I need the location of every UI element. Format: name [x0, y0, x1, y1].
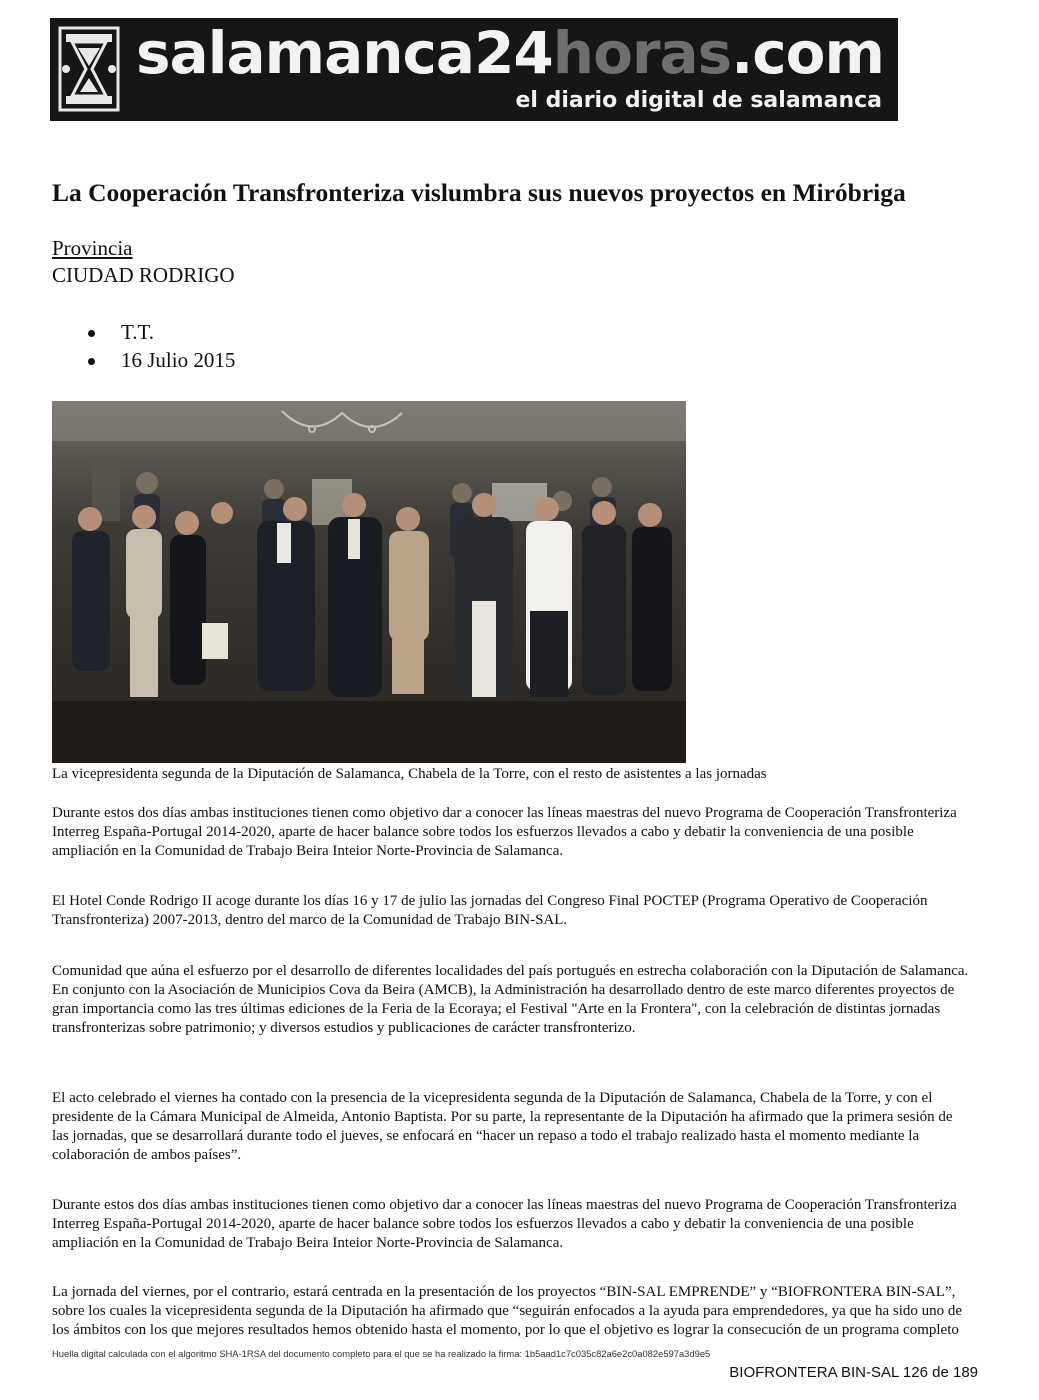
- group-photo-illustration: [52, 401, 686, 763]
- article-paragraph: [52, 1089, 972, 1165]
- article-headline: La Cooperación Transfronteriza vislumbra sus nuevos proyectos en Miróbriga: [52, 178, 906, 207]
- paragraph-text: Durante estos dos días ambas instituciones tienen como objetivo dar a conocer las líneas maestras del nuevo Programa de Cooperación Transfronteriza Interreg España-Portugal 2014-2020, aparte de hacer balance sobre todos los esfuerzos llevados a cabo y debatir la conveniencia de una posible ampliación en la Comunidad de Trabajo Beira Inteior Norte-Provincia de Salamanca.: [52, 1197, 957, 1251]
- meta-date: [88, 346, 235, 374]
- article-paragraph: [52, 962, 972, 1038]
- photo-caption: La vicepresidenta segunda de la Diputación de Salamanca, Chabela de la Torre, con el resto de asistentes a las jornadas: [52, 766, 767, 782]
- site-brand[interactable]: [136, 19, 884, 87]
- site-tagline: el diario digital de salamanca: [515, 88, 882, 113]
- brand-faded-text: horas: [552, 19, 732, 87]
- paragraph-text: La jornada del viernes, por el contrario, estará centrada en la presentación de los proyectos “BIN-SAL EMPRENDE” y “BIOFRONTERA BIN-SAL”, sobre los cuales la vicepresidenta segunda de la Diputación ha afirmado que “seguirán enfocados a la ayuda para emprendedores, ya que ha sido uno de los ámbitos con los que mejores resultados hemos obtenido hasta el momento, por lo que el objetivo es lograr la consecución de un programa completo: [52, 1284, 963, 1338]
- page-counter: BIOFRONTERA BIN-SAL 126 de 189: [729, 1364, 978, 1381]
- section-link[interactable]: Provincia: [52, 236, 133, 260]
- paragraph-text: El Hotel Conde Rodrigo II acoge durante los días 16 y 17 de julio las jornadas del Congreso Final POCTEP (Programa Operativo de Cooperación Transfronteriza) 2007-2013, dentro del marco de la Comunidad de Trabajo BIN-SAL.: [52, 893, 928, 928]
- paragraph-text: Durante estos dos días ambas instituciones tienen como objetivo dar a conocer las líneas maestras del nuevo Programa de Cooperación Transfronteriza Interreg España-Portugal 2014-2020, aparte de hacer balance sobre todos los esfuerzos llevados a cabo y debatir la conveniencia de una posible ampliación en la Comunidad de Trabajo Beira Inteior Norte-Provincia de Salamanca.: [52, 805, 957, 859]
- masthead-banner: [50, 18, 898, 121]
- article-meta-list: [88, 318, 235, 374]
- meta-author: [88, 318, 235, 346]
- article-paragraph: [52, 1196, 972, 1253]
- article-place: CIUDAD RODRIGO: [52, 263, 235, 287]
- article-paragraph: [52, 1283, 972, 1340]
- date-text: 16 Julio 2015: [121, 348, 236, 372]
- paragraph-text: El acto celebrado el viernes ha contado con la presencia de la vicepresidenta segunda de la Diputación de Salamanca, Chabela de la Torre, y con el presidente de la Cámara Municipal de Almeida, Antonio Baptista. Por su parte, la representante de la Diputación ha afirmado que la primera sesión de las jornadas, que se desarrollará durante todo el jueves, se enfocará en “hacer un repaso a todo el trabajo realizado hasta el momento mediante la colaboración de ambos países”.: [52, 1090, 953, 1163]
- signature-hash-line: Huella digital calculada con el algoritmo SHA-1RSA del documento completo para el que se ha realizado la firma: 1b5aad1c7c035c82a6e2c0a082e597a3d9e5: [52, 1348, 711, 1359]
- author-text: T.T.: [121, 320, 155, 344]
- brand-tld-text: .com: [731, 19, 884, 87]
- hourglass-emblem-icon: [54, 24, 124, 114]
- brand-main-text: salamanca24: [136, 19, 553, 87]
- bullet-icon: [88, 330, 95, 337]
- article-photo: [52, 401, 686, 763]
- article-paragraph: [52, 804, 972, 861]
- bullet-icon: [88, 358, 95, 365]
- article-paragraph: [52, 892, 972, 930]
- paragraph-text: Comunidad que aúna el esfuerzo por el desarrollo de diferentes localidades del país portugués en estrecha colaboración con la Diputación de Salamanca. En conjunto con la Asociación de Municipios Cova da Beira (AMCB), la Administración ha desarrollado dentro de este marco diferentes proyectos de gran importancia como las tres últimas ediciones de la Feria de la Ecoraya; el Festival "Arte en la Frontera", con la celebración de distintas jornadas transfronterizas sobre patrimonio; y diversos estudios y publicaciones de carácter transfronterizo.: [52, 963, 969, 1036]
